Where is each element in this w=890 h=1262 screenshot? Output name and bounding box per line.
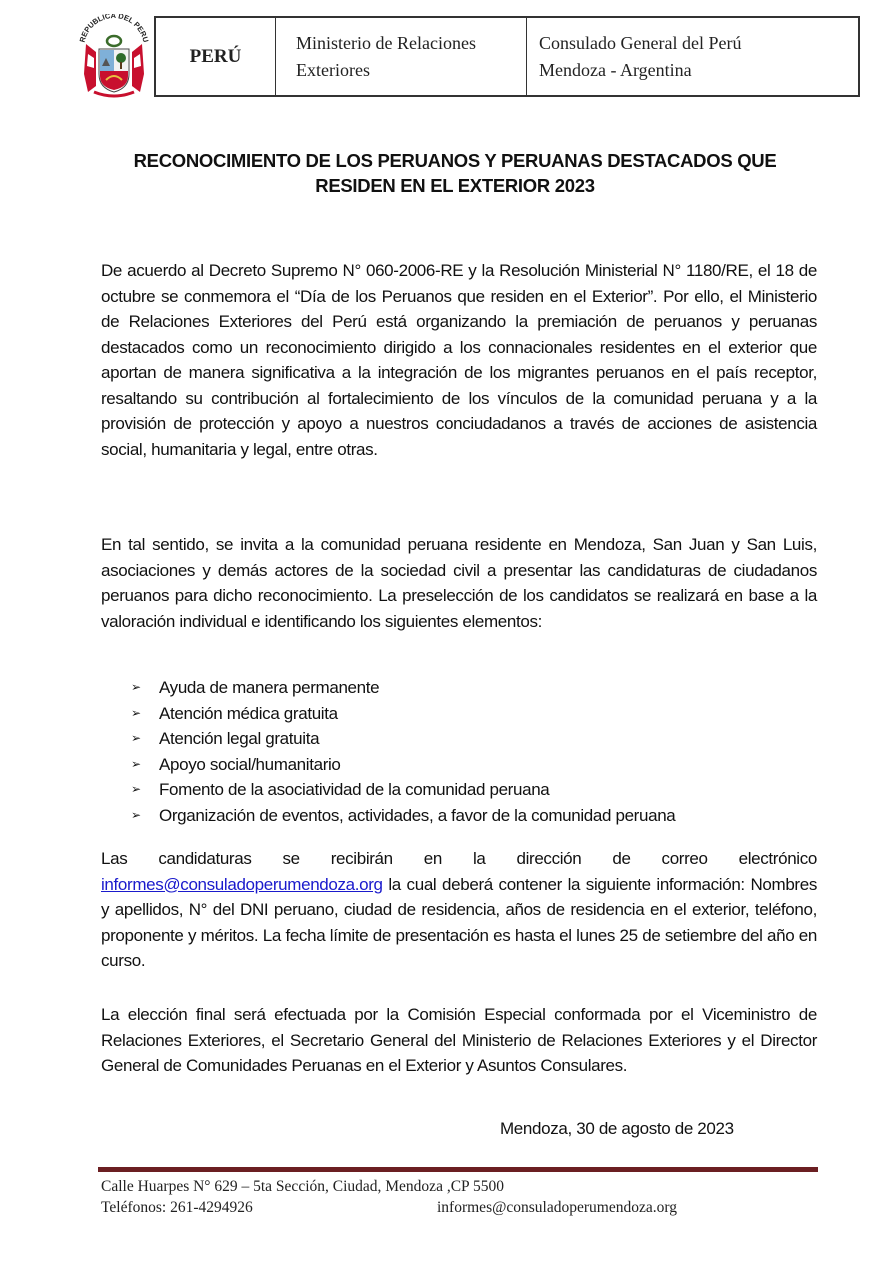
list-item-text: Fomento de la asociatividad de la comunidad peruana [159, 780, 550, 799]
list-item-text: Atención médica gratuita [159, 703, 338, 723]
consulate-line-1: Consulado General del Perú [539, 32, 742, 53]
footer [101, 1176, 817, 1218]
letterhead [74, 14, 794, 100]
arrow-bullet-icon: ➢ [131, 807, 141, 822]
list-item-text: Organización de eventos, actividades, a favor de la comunidad peruana [159, 805, 676, 825]
ministry-line-2: Exteriores [296, 59, 370, 80]
list-item [131, 777, 675, 803]
ministry-line-1: Ministerio de Relaciones [296, 32, 476, 53]
document-date: Mendoza, 30 de agosto de 2023 [500, 1119, 734, 1138]
arrow-bullet-icon: ➢ [131, 680, 141, 694]
submission-text-end: la cual deberá contener la siguiente información: Nombres y apellidos, N° del DNI peruano, ciudad de residencia, años de residencia en el exterior, teléfono, proponente y méritos. La fecha límite de presentación es hasta el lunes 25 de setiembre del año en curso. [101, 874, 817, 970]
list-item [131, 726, 675, 752]
letterhead-table [154, 16, 860, 97]
footer-phones: Teléfonos: 261-4294926 [101, 1199, 253, 1216]
list-item [131, 752, 675, 778]
list-item [131, 675, 675, 701]
paragraph-intro: De acuerdo al Decreto Supremo N° 060-2006-RE y la Resolución Ministerial N° 1180/RE, el 18 de octubre se conmemora el “Día de los Peruanos que residen en el Exterior”. Por ello, el Ministerio de Relaciones Exteriores del Perú está organizando la premiación de peruanos y peruanas destacados como un reconocimiento dirigido a los connacionales residentes en el exterior que aportan de manera significativa a la integración de los migrantes peruanos en el país receptor, resaltando su contribución al fortalecimiento de los vínculos de la comunidad peruana y a la provisión de protección y apoyo a nuestros conciudadanos a través de acciones de asistencia social, humanitaria y legal, entre otras. [101, 261, 817, 459]
svg-text:REPUBLICA DEL PERU [78, 14, 151, 43]
peru-coat-of-arms-icon [74, 14, 154, 100]
document-title: RECONOCIMIENTO DE LOS PERUANOS Y PERUANAS DESTACADOS QUE RESIDEN EN EL EXTERIOR 2023 [133, 150, 777, 196]
footer-address: Calle Huarpes N° 629 – 5ta Sección, Ciudad, Mendoza ,CP 5500 [101, 1178, 504, 1195]
list-item [131, 701, 675, 727]
country-name: PERÚ [189, 46, 242, 67]
list-item-text: Ayuda de manera permanente [159, 678, 380, 697]
arrow-bullet-icon: ➢ [131, 731, 141, 745]
consulate-line-2: Mendoza - Argentina [539, 59, 692, 80]
country-cell [156, 18, 276, 95]
submission-text-start: Las candidaturas se recibirán en la dirección de correo electrónico [101, 849, 817, 868]
paragraph-selection: La elección final será efectuada por la Comisión Especial conformada por el Viceministro de Relaciones Exteriores, el Secretario General del Ministerio de Relaciones Exteriores y el Director General de Comunidades Peruanas en el Exterior y Asuntos Consulares. [101, 1005, 817, 1075]
paragraph-invitation: En tal sentido, se invita a la comunidad peruana residente en Mendoza, San Juan y San Luis, asociaciones y demás actores de la sociedad civil a presentar las candidaturas de ciudadanos peruanos para dicho reconocimiento. La preselección de los candidatos se realizará en base a la valoración individual e identificando los siguientes elementos: [101, 535, 817, 631]
arrow-bullet-icon: ➢ [131, 756, 141, 771]
arrow-bullet-icon: ➢ [131, 705, 141, 720]
consulate-cell [527, 18, 858, 95]
criteria-list [131, 675, 675, 828]
ministry-cell [276, 18, 527, 95]
arrow-bullet-icon: ➢ [131, 782, 141, 796]
list-item-text: Apoyo social/humanitario [159, 754, 341, 774]
list-item [131, 803, 675, 829]
list-item-text: Atención legal gratuita [159, 729, 320, 748]
emblem-label: REPUBLICA DEL PERU [77, 14, 151, 44]
footer-divider [98, 1167, 818, 1172]
paragraph-submission [101, 846, 817, 974]
footer-email: informes@consuladoperumendoza.org [437, 1199, 677, 1216]
email-link[interactable]: informes@consuladoperumendoza.org [101, 874, 383, 894]
